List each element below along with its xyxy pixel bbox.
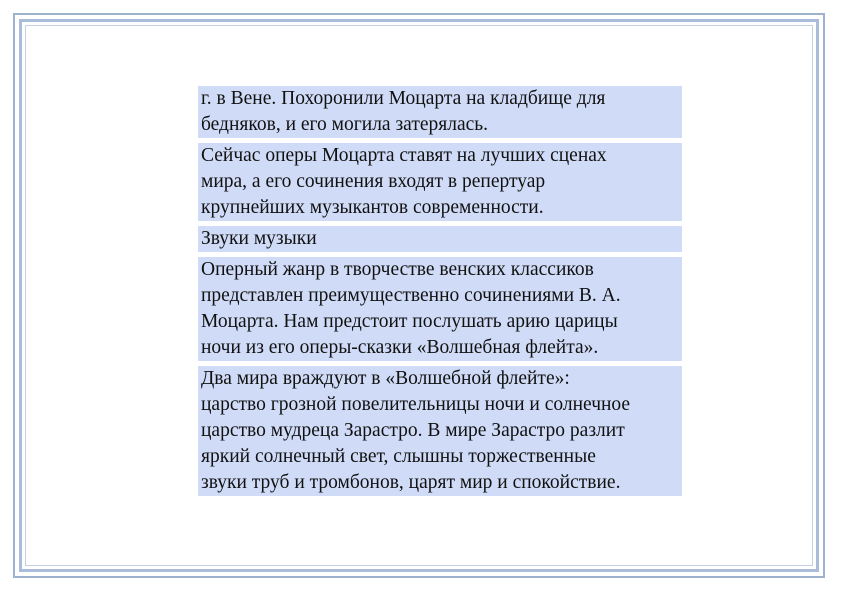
paragraph-operas-today bbox=[198, 143, 682, 221]
section-heading bbox=[198, 226, 682, 252]
text-line: мира, а его сочинения входят в репертуар bbox=[201, 171, 546, 192]
text-line: звуки труб и тромбонов, царят мир и спокойствие. bbox=[201, 472, 621, 493]
paragraph-two-worlds bbox=[198, 366, 682, 496]
text-line: царство мудреца Зарастро. В мире Зарастро разлит bbox=[201, 420, 625, 441]
text-line: Оперный жанр в творчестве венских классиков bbox=[201, 259, 594, 280]
text-line: представлен преимущественно сочинениями В. А. bbox=[201, 285, 621, 306]
paragraph-opera-genre bbox=[198, 257, 682, 361]
paragraph-burial bbox=[198, 86, 682, 138]
text-line: Два мира враждуют в «Волшебной флейте»: bbox=[201, 368, 570, 389]
text-line: ночи из его оперы-сказки «Волшебная флейта». bbox=[201, 337, 599, 358]
text-line: г. в Вене. Похоронили Моцарта на кладбище для bbox=[201, 88, 606, 109]
text-body bbox=[198, 86, 682, 501]
text-line: Сейчас оперы Моцарта ставят на лучших сценах bbox=[201, 145, 607, 166]
text-line: Звуки музыки bbox=[201, 228, 317, 249]
text-line: крупнейших музыкантов современности. bbox=[201, 197, 544, 218]
text-line: бедняков, и его могила затерялась. bbox=[201, 114, 489, 135]
text-line: яркий солнечный свет, слышны торжественные bbox=[201, 446, 596, 467]
text-line: Моцарта. Нам предстоит послушать арию царицы bbox=[201, 311, 618, 332]
text-line: царство грозной повелительницы ночи и солнечное bbox=[201, 394, 631, 415]
